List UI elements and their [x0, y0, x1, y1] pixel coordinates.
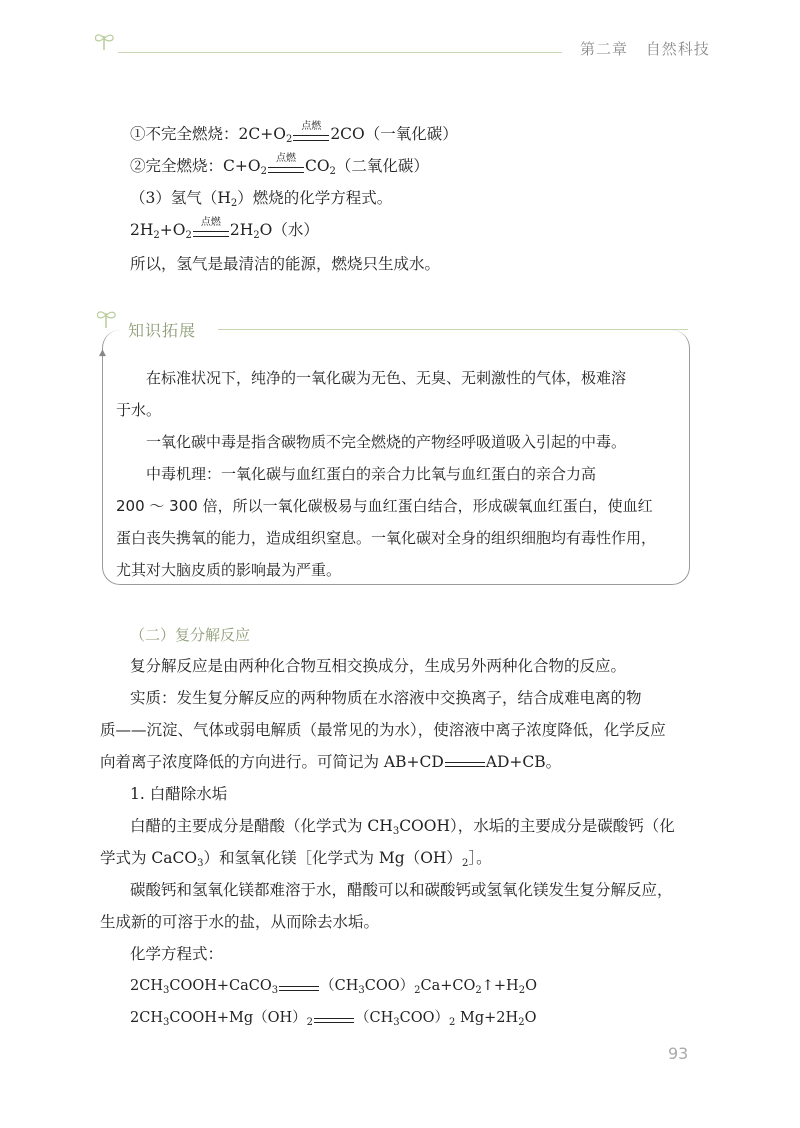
hydrogen-eq: $2H_2+O_2$ 点燃 $2H_2O$（水）: [130, 217, 319, 241]
reaction-arrow: 点燃: [293, 124, 329, 144]
extension-line-6: 蛋白丧失携氧的能力，造成组织窒息。一氧化碳对全身的组织细胞均有毒性作用，: [116, 529, 657, 547]
sprout-icon: [92, 30, 118, 52]
hydrogen-heading: （3）氢气$(H_2)$燃烧的化学方程式。: [130, 189, 393, 209]
reaction-arrow: 点燃: [268, 156, 304, 176]
incomplete-combustion-eq: ①不完全燃烧：$2C+O_2$ 点燃 2CO（一氧化碳）: [130, 121, 458, 145]
chapter-topic: 自然科技: [645, 40, 710, 58]
reaction-paragraph-2: 生成新的可溶于水的盐，从而除去水垢。: [100, 913, 380, 931]
section-title: （二）复分解反应: [130, 626, 251, 644]
equation-heading: 化学方程式：: [130, 945, 224, 963]
header-rule: [118, 52, 562, 53]
reaction-paragraph-1: 碳酸钙和氢氧化镁都难溶于水，醋酸可以和碳酸钙或氢氧化镁发生复分解反应，: [130, 881, 673, 899]
definition-paragraph: 复分解反应是由两种化合物互相交换成分，生成另外两种化合物的反应。: [130, 657, 627, 675]
running-header: [580, 38, 710, 59]
hydrogen-conclusion: 所以，氢气是最清洁的能源，燃烧只生成水。: [130, 255, 441, 273]
extension-line-4: 中毒机理：一氧化碳与血红蛋白的亲合力比氧与血红蛋白的亲合力高: [146, 465, 597, 483]
equal-sign: [445, 752, 485, 772]
extension-line-1: 在标准状况下，纯净的一氧化碳为无色、无臭、无刺激性的气体，极难溶: [146, 369, 627, 387]
vinegar-paragraph-2: 学式为 CaCO$_3$）和氢氧化镁［化学式为 $Mg(OH)_2]$。: [100, 849, 492, 869]
extension-line-5: 200 ～ 300 倍，所以一氧化碳极易与血红蛋白结合，形成碳氧血红蛋白，使血红: [116, 497, 653, 515]
essence-line-1: 实质：发生复分解反应的两种物质在水溶液中交换离子，结合成难电离的物: [130, 689, 642, 707]
equal-sign: [314, 1008, 354, 1028]
vinegar-paragraph-1: 白醋的主要成分是醋酸（化学式为 $CH_3COOH$），水垢的主要成分是碳酸钙（化: [130, 817, 675, 837]
equal-sign: [279, 976, 319, 996]
page-number: 93: [668, 1044, 689, 1063]
extension-title: 知识拓展: [128, 321, 197, 340]
extension-line-7: 尤其对大脑皮质的影响最为严重。: [116, 561, 342, 579]
sprout-icon: [94, 306, 120, 330]
extension-line-3: 一氧化碳中毒是指含碳物质不完全燃烧的产物经呼吸道吸入引起的中毒。: [146, 433, 627, 451]
equation-mgoh2: $2CH_3COOH+Mg(OH)_2$ $(CH_3COO)_2$ $Mg+2H_2O$: [130, 1010, 537, 1028]
reaction-arrow: 点燃: [193, 220, 229, 240]
box-corner-mark: ▲: [99, 348, 106, 358]
complete-combustion-eq: ②完全燃烧：$C+O_2$ 点燃 $CO_2$（二氧化碳）: [130, 153, 429, 177]
equation-caco3: $2CH_3COOH+CaCO_3$ $(CH_3COO)_2Ca+CO_2↑+H_2O$: [130, 978, 537, 996]
essence-line-2: 质——沉淀、气体或弱电解质（最常见的为水），使溶液中离子浓度降低，化学反应: [100, 721, 666, 739]
item-heading: 1. 白醋除水垢: [130, 785, 228, 803]
extension-line-2: 于水。: [116, 401, 162, 419]
chapter-label: 第二章: [580, 40, 629, 58]
essence-line-3: 向着离子浓度降低的方向进行。可简记为 AB+CD AD+CB。: [100, 753, 562, 771]
